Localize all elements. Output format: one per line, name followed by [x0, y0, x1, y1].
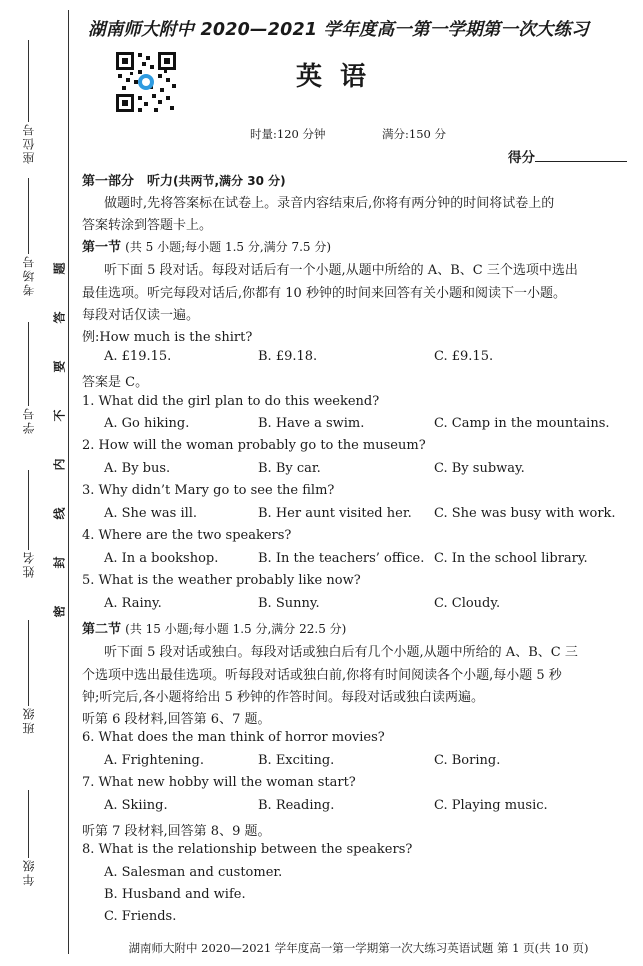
- example-option-c: C. £9.15.: [434, 349, 494, 364]
- binding-line: [68, 10, 69, 954]
- student-number-blank[interactable]: [28, 322, 29, 406]
- q3-option-c[interactable]: C. She was busy with work.: [434, 506, 616, 521]
- q2-option-c[interactable]: C. By subway.: [434, 461, 525, 476]
- question-3: 3. Why didn’t Mary go to see the film?: [82, 483, 335, 498]
- student-number-field: [14, 322, 42, 434]
- q1-option-c[interactable]: C. Camp in the mountains.: [434, 416, 610, 431]
- grade-label: 年级: [21, 858, 36, 886]
- q4-option-c[interactable]: C. In the school library.: [434, 551, 588, 566]
- full-score: 满分:150 分: [382, 127, 446, 141]
- exam-page: [82, 0, 635, 966]
- exam-room-label: 考场号: [21, 254, 36, 296]
- time-limit: 时量:120 分钟: [250, 127, 326, 141]
- section2-instruction-1: 听下面 5 段对话或独白。每段对话或独白后有几个小题,从题中所给的 A、B、C 三: [104, 645, 578, 660]
- seat-number-blank[interactable]: [28, 40, 29, 122]
- qr-code-icon[interactable]: [114, 50, 178, 114]
- q6-option-b[interactable]: B. Exciting.: [258, 753, 335, 768]
- q8-option-b[interactable]: B. Husband and wife.: [104, 887, 246, 902]
- material-7-heading: 听第 7 段材料,回答第 8、9 题。: [82, 824, 271, 839]
- name-label: 姓名: [21, 550, 36, 578]
- part1-intro-2: 答案转涂到答题卡上。: [82, 218, 213, 233]
- question-8: 8. What is the relationship between the speakers?: [82, 842, 413, 857]
- seal-char: 封: [52, 556, 67, 569]
- exam-title: 湖南师大附中 2020—2021 学年度高一第一学期第一次大练习: [88, 20, 589, 40]
- q3-option-a[interactable]: A. She was ill.: [104, 506, 198, 521]
- section1-instruction-1: 听下面 5 段对话。每段对话后有一个小题,从题中所给的 A、B、C 三个选项中选出: [104, 263, 578, 278]
- section2-instruction-2: 个选项中选出最佳选项。听每段对话或独白前,你将有时间阅读各个小题,每小题 5 秒: [82, 668, 562, 683]
- score-label: 得分: [508, 150, 535, 166]
- q5-option-b[interactable]: B. Sunny.: [258, 596, 320, 611]
- example-question: 例:How much is the shirt?: [82, 330, 253, 345]
- q7-option-b[interactable]: B. Reading.: [258, 798, 335, 813]
- seal-char: 要: [52, 360, 67, 373]
- part1-intro-1: 做题时,先将答案标在试卷上。录音内容结束后,你将有两分钟的时间将试卷上的: [104, 196, 555, 211]
- seal-char: 答: [52, 311, 67, 324]
- subject-title: 英语: [296, 62, 385, 92]
- section1-heading: 第一节: [82, 240, 122, 255]
- section1-instruction-2: 最佳选项。听完每段对话后,你都有 10 秒钟的时间来回答有关小题和阅读下一小题。: [82, 286, 566, 301]
- class-label: 班级: [21, 706, 36, 734]
- q2-option-a[interactable]: A. By bus.: [104, 461, 171, 476]
- example-option-a: A. £19.15.: [104, 349, 172, 364]
- q7-option-c[interactable]: C. Playing music.: [434, 798, 548, 813]
- class-field: [14, 620, 42, 734]
- section2-heading: 第二节: [82, 622, 122, 637]
- q5-option-a[interactable]: A. Rainy.: [104, 596, 162, 611]
- seal-char: 内: [52, 458, 67, 471]
- part1-heading-row: [82, 170, 286, 189]
- q7-option-a[interactable]: A. Skiing.: [104, 798, 168, 813]
- example-answer: 答案是 C。: [82, 375, 149, 390]
- section1-instruction-3: 每段对话仅读一遍。: [82, 308, 200, 323]
- seal-notice: [52, 260, 66, 620]
- seat-number-label: 座位号: [21, 122, 36, 164]
- question-2: 2. How will the woman probably go to the museum?: [82, 438, 426, 453]
- question-1: 1. What did the girl plan to do this weekend?: [82, 394, 380, 409]
- name-blank[interactable]: [28, 470, 29, 550]
- q8-option-c[interactable]: C. Friends.: [104, 909, 177, 924]
- section1-heading-row: [82, 236, 331, 255]
- part1-note: (共两节,满分 30 分): [173, 174, 286, 188]
- seal-char: 密: [52, 605, 67, 618]
- seat-number-field: [14, 40, 42, 164]
- name-field: [14, 470, 42, 578]
- question-4: 4. Where are the two speakers?: [82, 528, 292, 543]
- part1-heading: 第一部分 听力: [82, 174, 174, 189]
- exam-room-field: [14, 178, 42, 296]
- q5-option-c[interactable]: C. Cloudy.: [434, 596, 501, 611]
- binding-margin: [0, 0, 82, 966]
- q1-option-a[interactable]: A. Go hiking.: [104, 416, 190, 431]
- q2-option-b[interactable]: B. By car.: [258, 461, 321, 476]
- grade-field: [14, 790, 42, 886]
- class-blank[interactable]: [28, 620, 29, 706]
- section2-heading-row: [82, 618, 346, 637]
- question-5: 5. What is the weather probably like now?: [82, 573, 361, 588]
- material-6-heading: 听第 6 段材料,回答第 6、7 题。: [82, 712, 271, 727]
- section2-note: (共 15 小题;每小题 1.5 分,满分 22.5 分): [125, 622, 347, 636]
- section1-note: (共 5 小题;每小题 1.5 分,满分 7.5 分): [125, 240, 332, 254]
- q6-option-a[interactable]: A. Frightening.: [104, 753, 205, 768]
- question-6: 6. What does the man think of horror movies?: [82, 730, 385, 745]
- page-footer: 湖南师大附中 2020—2021 学年度高一第一学期第一次大练习英语试题 第 1 页(共 10 页): [128, 941, 589, 955]
- q3-option-b[interactable]: B. Her aunt visited her.: [258, 506, 412, 521]
- q4-option-a[interactable]: A. In a bookshop.: [104, 551, 219, 566]
- seal-char: 不: [52, 409, 67, 422]
- section2-instruction-3: 钟;听完后,各小题将给出 5 秒钟的作答时间。每段对话或独白读两遍。: [82, 690, 485, 705]
- score-blank[interactable]: [535, 149, 627, 162]
- q1-option-b[interactable]: B. Have a swim.: [258, 416, 365, 431]
- example-option-b: B. £9.18.: [258, 349, 318, 364]
- student-number-label: 学号: [21, 406, 36, 434]
- question-7: 7. What new hobby will the woman start?: [82, 775, 356, 790]
- q4-option-b[interactable]: B. In the teachers’ office.: [258, 551, 425, 566]
- q8-option-a[interactable]: A. Salesman and customer.: [104, 865, 283, 880]
- q6-option-c[interactable]: C. Boring.: [434, 753, 501, 768]
- seal-char: 线: [52, 507, 67, 520]
- grade-blank[interactable]: [28, 790, 29, 858]
- exam-room-blank[interactable]: [28, 178, 29, 254]
- score-box: [508, 146, 627, 166]
- seal-char: 题: [52, 262, 67, 275]
